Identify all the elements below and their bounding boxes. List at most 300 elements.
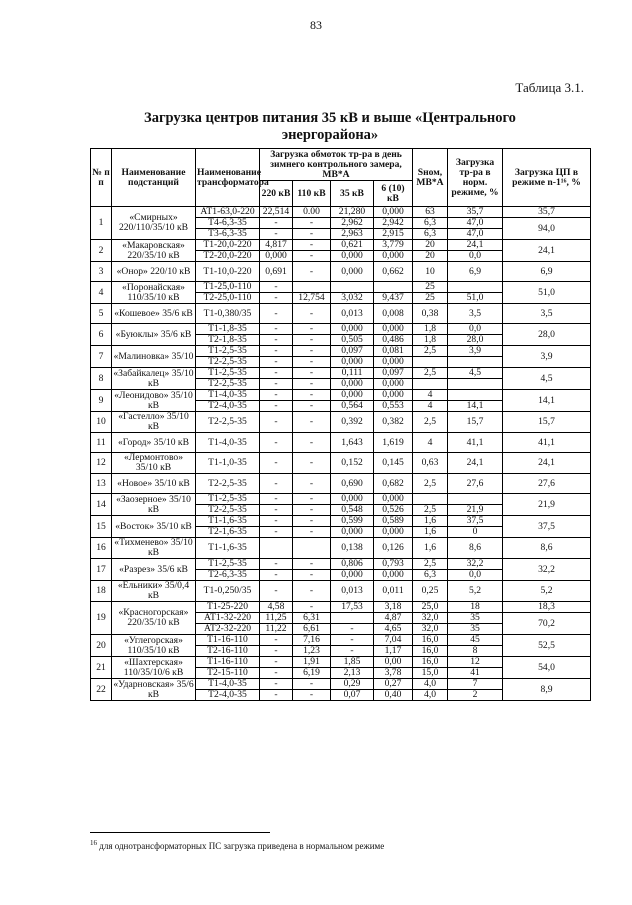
- s-nom: 10: [413, 262, 448, 282]
- table-row: [91, 368, 591, 379]
- substation-name: «Восток» 35/10 кВ: [112, 516, 196, 538]
- load-35kv: 3,032: [331, 293, 374, 304]
- load-220kv: -: [260, 453, 293, 474]
- load-6-10kv: 0,000: [374, 251, 413, 262]
- transformer-name: Т2-2,5-35: [196, 379, 260, 390]
- s-nom: 16,0: [413, 635, 448, 646]
- substation-name: «Шахтерская» 110/35/10/6 кВ: [112, 657, 196, 679]
- transformer-name: Т1-16-110: [196, 657, 260, 668]
- transformer-name: Т1-0,250/35: [196, 581, 260, 602]
- load-220kv: -: [260, 368, 293, 379]
- load-6-10kv: 0,27: [374, 679, 413, 690]
- load-35kv: 0,621: [331, 240, 374, 251]
- substation-name: «Смирных» 220/110/35/10 кВ: [112, 207, 196, 240]
- load-35kv: 0,564: [331, 401, 374, 412]
- load-220kv: 11,25: [260, 613, 293, 624]
- load-110kv: -: [293, 251, 331, 262]
- transformer-name: Т1-20,0-220: [196, 240, 260, 251]
- transformer-name: АТ1-63,0-220: [196, 207, 260, 218]
- load-6-10kv: 0,000: [374, 570, 413, 581]
- header-num: № п п: [91, 149, 112, 207]
- substation-name: «Кошевое» 35/6 кВ: [112, 304, 196, 324]
- table-row: [91, 282, 591, 293]
- load-cp-percent: 18,3: [503, 602, 591, 613]
- s-nom: 2,5: [413, 505, 448, 516]
- load-cp-percent: 41,1: [503, 433, 591, 453]
- transformer-name: Т1-2,5-35: [196, 346, 260, 357]
- transformer-name: Т1-25-220: [196, 602, 260, 613]
- table-row: [91, 559, 591, 570]
- header-load-norm: Загрузка тр-ра в норм. режиме, %: [448, 149, 503, 207]
- load-norm-percent: 41,1: [448, 433, 503, 453]
- load-220kv: -: [260, 527, 293, 538]
- transformer-name: Т2-1,8-35: [196, 335, 260, 346]
- load-35kv: 0,013: [331, 304, 374, 324]
- load-norm-percent: 47,0: [448, 229, 503, 240]
- load-norm-percent: 14,1: [448, 401, 503, 412]
- row-number: 2: [91, 240, 112, 262]
- load-6-10kv: 0,526: [374, 505, 413, 516]
- substation-name: «Город» 35/10 кВ: [112, 433, 196, 453]
- substation-name: «Леонидово» 35/10 кВ: [112, 390, 196, 412]
- load-cp-percent: 8,6: [503, 538, 591, 559]
- load-6-10kv: 0,000: [374, 207, 413, 218]
- transformer-name: Т1-4,0-35: [196, 433, 260, 453]
- row-number: 4: [91, 282, 112, 304]
- load-110kv: 6,61: [293, 624, 331, 635]
- s-nom: [413, 494, 448, 505]
- load-110kv: -: [293, 390, 331, 401]
- load-norm-percent: 32,2: [448, 559, 503, 570]
- s-nom: [413, 379, 448, 390]
- load-6-10kv: 2,915: [374, 229, 413, 240]
- row-number: 22: [91, 679, 112, 701]
- row-number: 20: [91, 635, 112, 657]
- table-body: [91, 207, 591, 701]
- load-norm-percent: 12: [448, 657, 503, 668]
- load-110kv: -: [293, 335, 331, 346]
- row-number: 11: [91, 433, 112, 453]
- table-row: [91, 581, 591, 602]
- load-220kv: -: [260, 282, 293, 293]
- load-35kv: 1,643: [331, 433, 374, 453]
- substation-name: «Новое» 35/10 кВ: [112, 474, 196, 494]
- transformer-name: Т1-2,5-35: [196, 559, 260, 570]
- substation-name: «Гастелло» 35/10 кВ: [112, 412, 196, 433]
- substation-name: «Тихменево» 35/10 кВ: [112, 538, 196, 559]
- transformer-name: Т2-2,5-35: [196, 412, 260, 433]
- load-6-10kv: 0,000: [374, 390, 413, 401]
- load-35kv: 0,000: [331, 390, 374, 401]
- transformer-name: Т2-6,3-35: [196, 570, 260, 581]
- substation-name: «Буюклы» 35/6 кВ: [112, 324, 196, 346]
- load-6-10kv: 0,000: [374, 494, 413, 505]
- s-nom: 16,0: [413, 646, 448, 657]
- header-6-10kv: 6 (10) кВ: [374, 181, 413, 207]
- load-35kv: 0,392: [331, 412, 374, 433]
- load-35kv: 0,548: [331, 505, 374, 516]
- load-220kv: -: [260, 581, 293, 602]
- load-110kv: -: [293, 229, 331, 240]
- load-norm-percent: 3,9: [448, 346, 503, 357]
- load-6-10kv: [374, 282, 413, 293]
- load-norm-percent: 8,6: [448, 538, 503, 559]
- load-6-10kv: 3,78: [374, 668, 413, 679]
- row-number: 10: [91, 412, 112, 433]
- row-number: 19: [91, 602, 112, 635]
- load-35kv: 0,000: [331, 379, 374, 390]
- load-220kv: -: [260, 657, 293, 668]
- row-number: 15: [91, 516, 112, 538]
- load-norm-percent: 0,0: [448, 324, 503, 335]
- s-nom: 20: [413, 251, 448, 262]
- s-nom: 2,5: [413, 368, 448, 379]
- load-220kv: -: [260, 218, 293, 229]
- load-norm-percent: 2: [448, 690, 503, 701]
- load-6-10kv: 3,779: [374, 240, 413, 251]
- header-load-group: Загрузка обмоток тр-ра в день зимнего контрольного замера, МВ*А: [260, 149, 413, 181]
- transformer-name: Т1-25,0-110: [196, 282, 260, 293]
- load-110kv: -: [293, 412, 331, 433]
- load-220kv: 4,58: [260, 602, 293, 613]
- table-row: [91, 412, 591, 433]
- load-norm-percent: 35,7: [448, 207, 503, 218]
- load-cp-percent: 70,2: [503, 613, 591, 635]
- load-6-10kv: 0,486: [374, 335, 413, 346]
- s-nom: [413, 357, 448, 368]
- table-row: [91, 433, 591, 453]
- load-6-10kv: 0,682: [374, 474, 413, 494]
- load-110kv: -: [293, 494, 331, 505]
- load-6-10kv: 0,553: [374, 401, 413, 412]
- transformer-name: Т2-4,0-35: [196, 401, 260, 412]
- substation-name: «Красногорская» 220/35/10 кВ: [112, 602, 196, 635]
- transformer-name: Т4-6,3-35: [196, 218, 260, 229]
- load-norm-percent: [448, 282, 503, 293]
- s-nom: 4,0: [413, 679, 448, 690]
- load-35kv: 0,152: [331, 453, 374, 474]
- load-35kv: 0,806: [331, 559, 374, 570]
- load-6-10kv: 4,87: [374, 613, 413, 624]
- load-35kv: 0,505: [331, 335, 374, 346]
- load-220kv: -: [260, 516, 293, 527]
- substation-name: «Заозерное» 35/10 кВ: [112, 494, 196, 516]
- s-nom: 6,3: [413, 229, 448, 240]
- load-norm-percent: 4,5: [448, 368, 503, 379]
- load-110kv: -: [293, 304, 331, 324]
- load-110kv: [293, 282, 331, 293]
- load-110kv: 1,91: [293, 657, 331, 668]
- load-110kv: -: [293, 379, 331, 390]
- load-35kv: 0,07: [331, 690, 374, 701]
- load-35kv: 0,000: [331, 527, 374, 538]
- load-35kv: 0,000: [331, 357, 374, 368]
- substation-name: «Макаровская» 220/35/10 кВ: [112, 240, 196, 262]
- load-norm-percent: 7: [448, 679, 503, 690]
- transformer-name: АТ2-32-220: [196, 624, 260, 635]
- table-title: Загрузка центров питания 35 кВ и выше «Центрального энергорайона»: [144, 110, 516, 143]
- transformer-name: Т1-2,5-35: [196, 494, 260, 505]
- transformer-name: Т2-20,0-220: [196, 251, 260, 262]
- header-220kv: 220 кВ: [260, 181, 293, 207]
- load-35kv: 2,962: [331, 218, 374, 229]
- load-110kv: -: [293, 505, 331, 516]
- load-35kv: 0,097: [331, 346, 374, 357]
- s-nom: 0,25: [413, 581, 448, 602]
- load-6-10kv: 0,662: [374, 262, 413, 282]
- footnote-text: для однотрансформаторных ПС загрузка приведена в нормальном режиме: [99, 841, 385, 851]
- load-220kv: -: [260, 559, 293, 570]
- load-6-10kv: 9,437: [374, 293, 413, 304]
- load-6-10kv: 0,011: [374, 581, 413, 602]
- s-nom: 0,63: [413, 453, 448, 474]
- load-6-10kv: 4,65: [374, 624, 413, 635]
- load-cp-percent: 51,0: [503, 282, 591, 304]
- load-35kv: -: [331, 646, 374, 657]
- load-norm-percent: 24,1: [448, 453, 503, 474]
- load-cp-percent: 3,5: [503, 304, 591, 324]
- row-number: 7: [91, 346, 112, 368]
- load-norm-percent: 28,0: [448, 335, 503, 346]
- load-6-10kv: 0,000: [374, 357, 413, 368]
- load-6-10kv: 0,00: [374, 657, 413, 668]
- load-norm-percent: 8: [448, 646, 503, 657]
- load-norm-percent: 18: [448, 602, 503, 613]
- s-nom: 1,6: [413, 527, 448, 538]
- substation-name: «Забайкалец» 35/10 кВ: [113, 367, 194, 389]
- load-35kv: 17,53: [331, 602, 374, 613]
- load-6-10kv: 0,008: [374, 304, 413, 324]
- load-35kv: 0,599: [331, 516, 374, 527]
- load-110kv: -: [293, 401, 331, 412]
- s-nom: 15,0: [413, 668, 448, 679]
- load-6-10kv: 0,081: [374, 346, 413, 357]
- load-110kv: 12,754: [293, 293, 331, 304]
- transformer-name: Т1-10,0-220: [196, 262, 260, 282]
- s-nom: 2,5: [413, 559, 448, 570]
- load-cp-percent: 24,1: [503, 453, 591, 474]
- footnote: [90, 839, 384, 851]
- load-220kv: -: [260, 379, 293, 390]
- load-220kv: -: [260, 324, 293, 335]
- s-nom: 6,3: [413, 570, 448, 581]
- load-norm-percent: 0,0: [448, 570, 503, 581]
- load-110kv: 6,31: [293, 613, 331, 624]
- row-number: 3: [91, 262, 112, 282]
- footnote-mark: 16: [90, 839, 97, 847]
- load-6-10kv: 0,382: [374, 412, 413, 433]
- transformer-name: Т2-2,5-35: [196, 474, 260, 494]
- load-norm-percent: 27,6: [448, 474, 503, 494]
- transformer-name: Т2-25,0-110: [196, 293, 260, 304]
- row-number: 14: [91, 494, 112, 516]
- table-row: [91, 262, 591, 282]
- header-load-cp: Загрузка ЦП в режиме n-1¹⁶, %: [503, 149, 591, 207]
- substation-name: «Ударновская» 35/6 кВ: [113, 678, 194, 700]
- substation-name: «Поронайская» 110/35/10 кВ: [112, 282, 196, 304]
- transformer-name: Т1-16-110: [196, 635, 260, 646]
- load-norm-percent: 47,0: [448, 218, 503, 229]
- s-nom: 0,38: [413, 304, 448, 324]
- load-35kv: -: [331, 624, 374, 635]
- load-220kv: -: [260, 494, 293, 505]
- load-35kv: 0,111: [331, 368, 374, 379]
- load-220kv: 11,22: [260, 624, 293, 635]
- load-110kv: -: [293, 559, 331, 570]
- load-110kv: -: [293, 262, 331, 282]
- load-220kv: -: [260, 412, 293, 433]
- load-norm-percent: [448, 379, 503, 390]
- load-norm-percent: [448, 390, 503, 401]
- load-6-10kv: 2,942: [374, 218, 413, 229]
- s-nom: 32,0: [413, 613, 448, 624]
- load-cp-percent: 4,5: [503, 368, 591, 390]
- header-transformer: Наименование трансформатора: [196, 149, 260, 207]
- transformer-name: Т2-1,6-35: [196, 527, 260, 538]
- s-nom: 25: [413, 282, 448, 293]
- header-s-nom: Sном, МВ*А: [413, 149, 448, 207]
- load-35kv: [331, 613, 374, 624]
- load-110kv: -: [293, 581, 331, 602]
- s-nom: 4,0: [413, 690, 448, 701]
- load-cp-percent: 5,2: [503, 581, 591, 602]
- load-110kv: -: [293, 433, 331, 453]
- load-norm-percent: 3,5: [448, 304, 503, 324]
- table-row: [91, 602, 591, 613]
- footnote-divider: [90, 832, 270, 833]
- s-nom: 32,0: [413, 624, 448, 635]
- substation-name: «Углегорская» 110/35/10 кВ: [112, 635, 196, 657]
- row-number: 16: [91, 538, 112, 559]
- load-norm-percent: 24,1: [448, 240, 503, 251]
- s-nom: 2,5: [413, 346, 448, 357]
- load-6-10kv: 0,126: [374, 538, 413, 559]
- transformer-name: Т3-6,3-35: [196, 229, 260, 240]
- load-cp-percent: 14,1: [503, 390, 591, 412]
- transformer-name: Т2-2,5-35: [196, 505, 260, 516]
- row-number: 12: [91, 453, 112, 474]
- load-norm-percent: 21,9: [448, 505, 503, 516]
- load-110kv: 0.00: [293, 207, 331, 218]
- row-number: 9: [91, 390, 112, 412]
- load-110kv: -: [293, 357, 331, 368]
- load-norm-percent: 5,2: [448, 581, 503, 602]
- load-220kv: -: [260, 668, 293, 679]
- load-cp-percent: 24,1: [503, 240, 591, 262]
- transformer-name: Т1-2,5-35: [196, 368, 260, 379]
- load-35kv: 0,690: [331, 474, 374, 494]
- load-norm-percent: 37,5: [448, 516, 503, 527]
- load-norm-percent: 15,7: [448, 412, 503, 433]
- load-35kv: 0,138: [331, 538, 374, 559]
- load-110kv: -: [293, 324, 331, 335]
- load-6-10kv: 0,097: [374, 368, 413, 379]
- load-cp-percent: 32,2: [503, 559, 591, 581]
- load-110kv: [293, 538, 331, 559]
- header-substation: Наименование подстанций: [112, 149, 196, 207]
- load-cp-percent: 37,5: [503, 516, 591, 538]
- load-6-10kv: 0,145: [374, 453, 413, 474]
- substation-name: «Ельники» 35/0,4 кВ: [112, 581, 196, 602]
- load-110kv: -: [293, 679, 331, 690]
- load-110kv: -: [293, 240, 331, 251]
- load-35kv: 2,13: [331, 668, 374, 679]
- load-6-10kv: 3,18: [374, 602, 413, 613]
- load-110kv: -: [293, 346, 331, 357]
- s-nom: 2,5: [413, 474, 448, 494]
- s-nom: 63: [413, 207, 448, 218]
- s-nom: 6,3: [413, 218, 448, 229]
- header-35kv: 35 кВ: [331, 181, 374, 207]
- load-220kv: -: [260, 304, 293, 324]
- load-35kv: 0,000: [331, 324, 374, 335]
- table-row: [91, 207, 591, 218]
- row-number: 18: [91, 581, 112, 602]
- s-nom: 2,5: [413, 412, 448, 433]
- load-220kv: 4,817: [260, 240, 293, 251]
- load-norm-percent: 6,9: [448, 262, 503, 282]
- s-nom: 1,6: [413, 516, 448, 527]
- load-6-10kv: 0,40: [374, 690, 413, 701]
- s-nom: 1,8: [413, 324, 448, 335]
- s-nom: 4: [413, 401, 448, 412]
- table-row: [91, 538, 591, 559]
- load-220kv: -: [260, 635, 293, 646]
- transformer-name: Т1-1,8-35: [196, 324, 260, 335]
- load-norm-percent: 51,0: [448, 293, 503, 304]
- load-220kv: -: [260, 357, 293, 368]
- load-norm-percent: 45: [448, 635, 503, 646]
- load-35kv: 0,000: [331, 494, 374, 505]
- load-110kv: -: [293, 474, 331, 494]
- table-row: [91, 474, 591, 494]
- table-row: [91, 453, 591, 474]
- load-220kv: 0,691: [260, 262, 293, 282]
- table-row: [91, 324, 591, 335]
- load-6-10kv: 0,589: [374, 516, 413, 527]
- load-cp-percent: 15,7: [503, 412, 591, 433]
- substation-name: «Лермонтово» 35/10 кВ: [112, 453, 196, 474]
- load-35kv: 0,000: [331, 570, 374, 581]
- load-220kv: -: [260, 293, 293, 304]
- load-110kv: -: [293, 516, 331, 527]
- transformer-name: Т1-1,0-35: [196, 453, 260, 474]
- table-caption: Таблица 3.1.: [515, 80, 584, 95]
- load-110kv: -: [293, 368, 331, 379]
- row-number: 1: [91, 207, 112, 240]
- substation-name: «Малиновка» 35/10: [112, 346, 196, 368]
- load-cp-percent: 54,0: [503, 657, 591, 679]
- load-6-10kv: 7,04: [374, 635, 413, 646]
- transformer-name: АТ1-32-220: [196, 613, 260, 624]
- row-number: 5: [91, 304, 112, 324]
- load-6-10kv: 0,000: [374, 527, 413, 538]
- transformer-name: Т2-4,0-35: [196, 690, 260, 701]
- load-220kv: 22,514: [260, 207, 293, 218]
- s-nom: 4: [413, 390, 448, 401]
- load-220kv: -: [260, 690, 293, 701]
- load-220kv: -: [260, 679, 293, 690]
- table-row: [91, 635, 591, 646]
- load-110kv: -: [293, 570, 331, 581]
- load-norm-percent: [448, 494, 503, 505]
- transformer-name: Т1-4,0-35: [196, 390, 260, 401]
- load-cp-percent: 21,9: [503, 494, 591, 516]
- load-35kv: 0,000: [331, 262, 374, 282]
- load-220kv: -: [260, 433, 293, 453]
- substation-name: «Разрез» 35/6 кВ: [112, 559, 196, 581]
- load-cp-percent: 27,6: [503, 474, 591, 494]
